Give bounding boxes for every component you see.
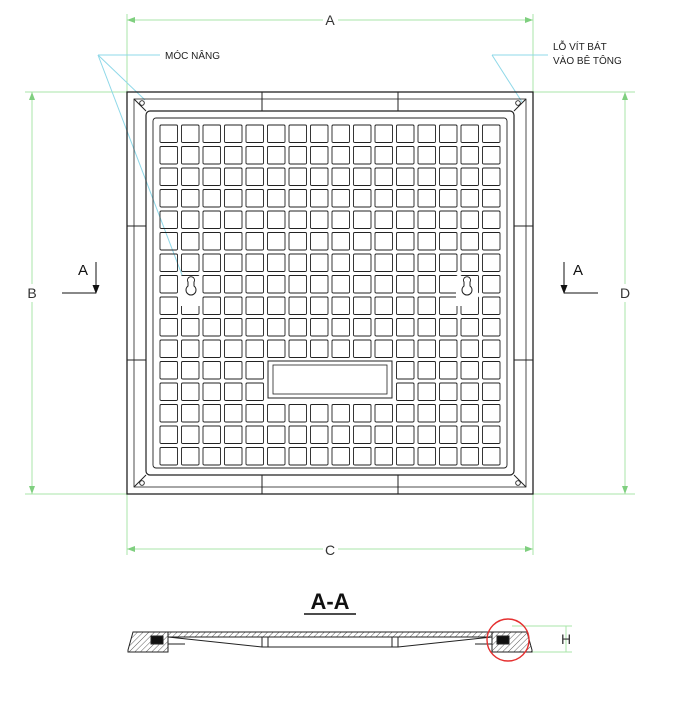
grid-cell — [203, 448, 221, 466]
grid-cell — [332, 276, 350, 294]
grid-cell — [375, 319, 393, 337]
grid-cell — [440, 125, 458, 143]
screw-hole-top-left — [140, 101, 145, 106]
grid-cell — [203, 233, 221, 251]
grid-cell — [246, 383, 264, 401]
grid-cell — [289, 426, 307, 444]
grid-cell — [418, 147, 436, 165]
grid-cell — [203, 297, 221, 315]
grid-cell — [311, 448, 329, 466]
grid-cell — [225, 125, 243, 143]
grid-cell — [375, 125, 393, 143]
grid-cell — [160, 383, 178, 401]
grid-cell — [182, 340, 200, 358]
center-name-plate — [268, 361, 392, 398]
grid-cell — [483, 147, 501, 165]
grid-cell — [289, 233, 307, 251]
grid-cell — [461, 448, 479, 466]
screw-hole-top-right — [516, 101, 521, 106]
grid-cell — [440, 405, 458, 423]
grid-cell — [375, 168, 393, 186]
grid-cell — [225, 297, 243, 315]
leader-lines — [98, 55, 548, 288]
grid-cell — [483, 211, 501, 229]
grid-cell — [440, 147, 458, 165]
grid-cell — [203, 340, 221, 358]
grid-cell — [440, 297, 458, 315]
grid-cell — [203, 254, 221, 272]
dimension-arrowheads — [29, 17, 631, 552]
grid-cell — [246, 297, 264, 315]
grid-cell — [311, 254, 329, 272]
grid-cell — [418, 125, 436, 143]
grid-cell — [483, 426, 501, 444]
grid-cell — [246, 426, 264, 444]
grid-pattern — [160, 125, 500, 465]
grid-cell — [354, 190, 372, 208]
grid-cell — [375, 426, 393, 444]
grid-cell — [483, 405, 501, 423]
dimension-label-left: B — [27, 285, 37, 301]
grid-cell — [397, 297, 415, 315]
grid-cell — [203, 383, 221, 401]
grid-cell — [483, 276, 501, 294]
grid-cell — [289, 297, 307, 315]
grid-cell — [461, 340, 479, 358]
grid-cell — [483, 319, 501, 337]
grid-cell — [160, 362, 178, 380]
grid-cell — [268, 190, 286, 208]
grid-cell — [268, 405, 286, 423]
grid-cell — [440, 233, 458, 251]
grid-cell — [182, 190, 200, 208]
grid-cell — [418, 211, 436, 229]
grid-cell — [440, 276, 458, 294]
grid-cell — [375, 297, 393, 315]
grid-cell — [440, 211, 458, 229]
grid-cell — [268, 297, 286, 315]
grid-cell — [225, 340, 243, 358]
grid-cell — [182, 405, 200, 423]
grid-cell — [461, 125, 479, 143]
grid-cell — [246, 362, 264, 380]
grid-cell — [354, 254, 372, 272]
grid-cell — [203, 405, 221, 423]
grid-cell — [397, 211, 415, 229]
section-marker-right — [561, 262, 599, 294]
grid-cell — [440, 362, 458, 380]
grid-cell — [332, 147, 350, 165]
grid-cell — [397, 168, 415, 186]
grid-cell — [203, 168, 221, 186]
grid-cell — [225, 319, 243, 337]
grid-cell — [354, 319, 372, 337]
grid-cell — [397, 254, 415, 272]
grid-cell — [225, 190, 243, 208]
grid-cell — [418, 276, 436, 294]
grid-cell — [418, 426, 436, 444]
grid-cell — [182, 233, 200, 251]
grid-cell — [332, 405, 350, 423]
grid-cell — [225, 405, 243, 423]
grid-cell — [418, 254, 436, 272]
grid-cell — [160, 405, 178, 423]
grid-cell — [311, 340, 329, 358]
grid-cell — [375, 405, 393, 423]
grid-cell — [461, 405, 479, 423]
grid-cell — [246, 233, 264, 251]
grid-cell — [418, 168, 436, 186]
grid-cell — [182, 319, 200, 337]
grid-cell — [246, 448, 264, 466]
grid-cell — [289, 190, 307, 208]
grid-cell — [182, 147, 200, 165]
grid-cell — [203, 319, 221, 337]
grid-cell — [440, 426, 458, 444]
grid-cell — [354, 168, 372, 186]
grid-cell — [311, 211, 329, 229]
grid-cell — [397, 319, 415, 337]
grid-cell — [440, 168, 458, 186]
grid-cell — [440, 254, 458, 272]
grid-cell — [354, 426, 372, 444]
grid-cell — [225, 254, 243, 272]
grid-cell — [203, 362, 221, 380]
grid-cell — [160, 340, 178, 358]
grid-cell — [203, 147, 221, 165]
grid-cell — [182, 254, 200, 272]
grid-cell — [418, 383, 436, 401]
screw-hole-label-line2: VÀO BÊ TÔNG — [553, 56, 622, 67]
grid-cell — [203, 426, 221, 444]
grid-cell — [440, 448, 458, 466]
section-profile — [128, 632, 532, 652]
grid-cell — [418, 319, 436, 337]
grid-cell — [397, 405, 415, 423]
grid-cell — [268, 448, 286, 466]
grid-cell — [483, 362, 501, 380]
grid-cell — [182, 168, 200, 186]
grid-cell — [160, 190, 178, 208]
grid-cell — [203, 276, 221, 294]
grid-cell — [354, 276, 372, 294]
grid-cell — [332, 125, 350, 143]
grid-cell — [289, 276, 307, 294]
lifting-hook-right — [462, 277, 472, 295]
grid-cell — [268, 125, 286, 143]
grid-cell — [375, 211, 393, 229]
grid-cell — [354, 211, 372, 229]
grid-cell — [268, 426, 286, 444]
grid-cell — [289, 319, 307, 337]
grid-cell — [332, 426, 350, 444]
grid-cell — [461, 426, 479, 444]
grid-cell — [332, 190, 350, 208]
grid-cell — [354, 125, 372, 143]
grid-cell — [461, 319, 479, 337]
dimension-label-top: A — [325, 12, 335, 28]
section-marker-right-label: A — [572, 262, 584, 279]
grid-cell — [160, 319, 178, 337]
grid-cell — [483, 383, 501, 401]
grid-cell — [418, 297, 436, 315]
grid-cell — [289, 405, 307, 423]
grid-cell — [268, 211, 286, 229]
grid-cell — [289, 340, 307, 358]
grid-cell — [289, 254, 307, 272]
grid-cell — [483, 340, 501, 358]
grid-cell — [375, 233, 393, 251]
grid-cell — [418, 340, 436, 358]
lifting-hook-left — [186, 277, 196, 295]
grid-cell — [268, 147, 286, 165]
grid-cell — [375, 448, 393, 466]
grid-cell — [160, 147, 178, 165]
grid-cell — [289, 168, 307, 186]
grid-cell — [332, 211, 350, 229]
grid-cell — [397, 426, 415, 444]
grid-cell — [332, 168, 350, 186]
grid-cell — [375, 190, 393, 208]
grid-cell — [225, 147, 243, 165]
grid-cell — [354, 147, 372, 165]
grid-cell — [225, 383, 243, 401]
grid-cell — [440, 383, 458, 401]
grid-cell — [246, 405, 264, 423]
grid-cell — [354, 340, 372, 358]
grid-cell — [182, 211, 200, 229]
grid-cell — [268, 276, 286, 294]
screw-hole-bottom-left — [140, 481, 145, 486]
grid-cell — [418, 233, 436, 251]
grid-cell — [246, 190, 264, 208]
grid-cell — [461, 362, 479, 380]
grid-cell — [483, 448, 501, 466]
grid-cell — [203, 125, 221, 143]
section-marker-left-label: A — [77, 262, 89, 279]
grid-cell — [397, 340, 415, 358]
grid-cell — [461, 254, 479, 272]
grid-cell — [246, 147, 264, 165]
grid-cell — [182, 383, 200, 401]
screw-hole-label-line1: LỖ VÍT BÁT — [553, 42, 607, 53]
grid-cell — [246, 254, 264, 272]
dimension-label-height: H — [560, 631, 572, 647]
grid-cell — [225, 168, 243, 186]
grid-cell — [160, 297, 178, 315]
grid-cell — [289, 448, 307, 466]
grid-cell — [483, 297, 501, 315]
grid-cell — [160, 211, 178, 229]
dimension-label-bottom: C — [324, 542, 336, 558]
grid-cell — [225, 448, 243, 466]
grid-cell — [461, 147, 479, 165]
grid-cell — [397, 147, 415, 165]
grid-cell — [332, 297, 350, 315]
grid-cell — [375, 147, 393, 165]
grid-cell — [440, 340, 458, 358]
grid-cell — [160, 276, 178, 294]
grid-cell — [440, 319, 458, 337]
grid-cell — [289, 147, 307, 165]
grid-cell — [311, 233, 329, 251]
grid-cell — [354, 448, 372, 466]
grid-cell — [268, 233, 286, 251]
grid-cell — [375, 340, 393, 358]
grid-cell — [332, 340, 350, 358]
grid-cell — [311, 426, 329, 444]
grid-cell — [440, 190, 458, 208]
grid-cell — [225, 362, 243, 380]
grid-cell — [246, 211, 264, 229]
grid-cell — [483, 233, 501, 251]
grid-cell — [225, 211, 243, 229]
grid-cell — [397, 362, 415, 380]
grid-cell — [160, 125, 178, 143]
grid-cell — [397, 125, 415, 143]
grid-cell — [354, 297, 372, 315]
grid-cell — [160, 426, 178, 444]
lifting-hook-label: MÓC NÂNG — [165, 51, 220, 62]
grid-cell — [397, 276, 415, 294]
grid-cell — [311, 319, 329, 337]
grid-cell — [246, 319, 264, 337]
grid-cell — [246, 125, 264, 143]
grid-cell — [483, 125, 501, 143]
grid-cell — [268, 340, 286, 358]
grid-cell — [332, 254, 350, 272]
grid-cell — [483, 168, 501, 186]
grid-cell — [311, 276, 329, 294]
grid-cell — [311, 147, 329, 165]
grid-cell — [225, 426, 243, 444]
grid-cell — [203, 190, 221, 208]
grid-cell — [397, 448, 415, 466]
grid-cell — [354, 233, 372, 251]
grid-cell — [375, 254, 393, 272]
grid-cell — [311, 297, 329, 315]
grid-cell — [289, 125, 307, 143]
dimension-label-right: D — [619, 285, 631, 301]
grid-cell — [461, 383, 479, 401]
grid-cell — [461, 211, 479, 229]
grid-cell — [268, 319, 286, 337]
grid-cell — [160, 448, 178, 466]
grid-cell — [332, 448, 350, 466]
grid-cell — [182, 125, 200, 143]
grid-cell — [311, 405, 329, 423]
grid-cell — [397, 383, 415, 401]
grid-cell — [461, 233, 479, 251]
grid-cell — [311, 125, 329, 143]
grid-cell — [182, 448, 200, 466]
grid-cell — [311, 168, 329, 186]
screw-hole-bottom-right — [516, 481, 521, 486]
grid-cell — [354, 405, 372, 423]
grid-cell — [160, 168, 178, 186]
grid-cell — [225, 233, 243, 251]
grid-cell — [397, 190, 415, 208]
grid-cell — [246, 276, 264, 294]
grid-cell — [182, 362, 200, 380]
grid-cell — [332, 319, 350, 337]
grid-cell — [182, 426, 200, 444]
grid-cell — [246, 340, 264, 358]
grid-cell — [311, 190, 329, 208]
grid-cell — [397, 233, 415, 251]
grid-cell — [375, 276, 393, 294]
section-title: A-A — [310, 589, 350, 614]
grid-cell — [203, 211, 221, 229]
grid-cell — [483, 190, 501, 208]
grid-cell — [268, 254, 286, 272]
grid-cell — [418, 190, 436, 208]
grid-cell — [225, 276, 243, 294]
grid-cell — [332, 233, 350, 251]
grid-cell — [461, 190, 479, 208]
grid-cell — [418, 405, 436, 423]
grid-cell — [461, 168, 479, 186]
grid-cell — [268, 168, 286, 186]
section-marker-left — [62, 262, 100, 294]
grid-cell — [418, 362, 436, 380]
grid-cell — [483, 254, 501, 272]
grid-cell — [246, 168, 264, 186]
grid-cell — [289, 211, 307, 229]
grid-cell — [418, 448, 436, 466]
